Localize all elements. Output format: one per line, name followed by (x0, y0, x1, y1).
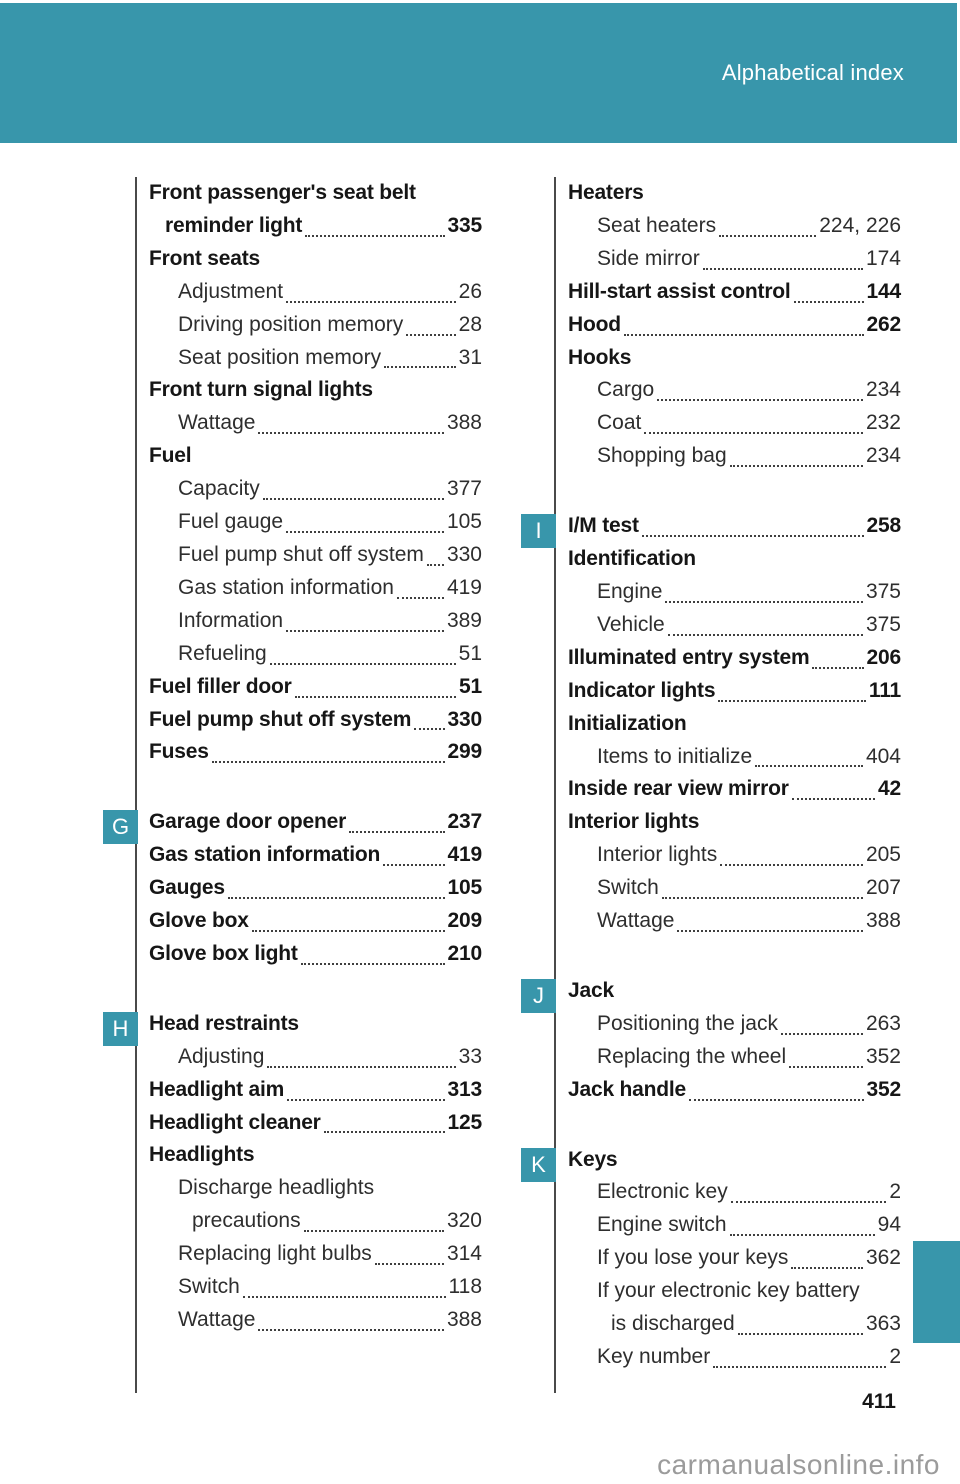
index-entry (149, 736, 482, 769)
index-entry-page: 207 (865, 876, 901, 900)
index-entry (568, 309, 901, 342)
dot-leader (791, 1267, 863, 1269)
index-entry-page: 51 (458, 641, 482, 665)
index-entry-label: is discharged (611, 1312, 735, 1336)
index-entry (568, 1008, 901, 1041)
index-entry-page: 362 (865, 1246, 901, 1270)
index-entry-label: Key number (597, 1345, 711, 1368)
dot-leader (286, 531, 444, 533)
dot-leader (267, 1066, 455, 1068)
dot-leader (689, 1099, 864, 1101)
dot-leader (642, 535, 864, 537)
index-entry-page: 404 (865, 744, 901, 768)
index-entry (568, 642, 901, 675)
index-entry-page: 419 (446, 575, 482, 599)
dot-leader (789, 1066, 863, 1068)
index-entry-page: 31 (458, 345, 482, 369)
index-entry-label: Hooks (568, 345, 632, 369)
index-entry-page: 419 (447, 843, 482, 867)
index-entry-label: Wattage (178, 1308, 256, 1331)
index-entry-label: Fuel filler door (149, 674, 292, 698)
index-entry-page: 224, 226 (819, 213, 901, 237)
index-section (149, 177, 482, 769)
index-entry (568, 872, 901, 905)
index-entry (568, 1275, 901, 1308)
index-entry-page: 299 (447, 740, 482, 764)
index-entry-page: 94 (877, 1213, 901, 1237)
index-entry-label: Illuminated entry system (568, 645, 810, 669)
index-column-right (531, 177, 901, 1393)
page-title: Alphabetical index (721, 60, 904, 85)
index-entry-page: 263 (865, 1011, 901, 1035)
dot-leader (414, 728, 444, 730)
index-entry (568, 210, 901, 243)
index-entry-label: Interior lights (597, 843, 718, 867)
index-entry (568, 1308, 901, 1341)
index-entry-label: Hood (568, 312, 621, 336)
index-entry (568, 243, 901, 276)
index-entry-page: 210 (447, 941, 482, 965)
index-entry-page: 105 (447, 876, 482, 900)
index-entry-label: Discharge headlights (178, 1176, 375, 1200)
index-entry-label: Front passenger's seat belt (149, 181, 416, 204)
index-entry-label: precautions (192, 1209, 301, 1233)
index-entry (149, 342, 482, 375)
index-entry (149, 638, 482, 671)
dot-leader (703, 268, 863, 270)
index-entry (568, 177, 901, 210)
index-entry-page: 28 (458, 312, 482, 336)
index-column-left (111, 177, 482, 1393)
index-entry (149, 806, 482, 839)
index-entry-label: Items to initialize (597, 744, 753, 768)
dot-leader (304, 1230, 444, 1232)
index-entry (149, 1172, 482, 1205)
index-entry-page: 118 (448, 1275, 482, 1299)
index-entry-label: Capacity (178, 477, 260, 501)
index-entry (568, 1074, 901, 1107)
index-entry-label: Glove box (149, 909, 249, 933)
index-entry (568, 609, 901, 642)
index-entry-page: 363 (865, 1312, 901, 1336)
index-entry (149, 276, 482, 309)
index-entry-label: Jack handle (568, 1077, 687, 1101)
index-entry-label: Headlights (149, 1143, 255, 1167)
dot-leader (406, 334, 455, 336)
index-entry-page: 375 (865, 579, 901, 603)
dot-leader (286, 630, 444, 632)
index-entry (568, 975, 901, 1008)
index-entry-label: Switch (178, 1275, 240, 1299)
page-number: 411 (862, 1390, 896, 1413)
index-entry (568, 510, 901, 543)
dot-leader (397, 597, 444, 599)
index-entry-label: Positioning the jack (597, 1011, 778, 1035)
index-entry (568, 708, 901, 741)
index-entry-label: If you lose your keys (597, 1246, 789, 1270)
dot-leader (731, 1201, 887, 1203)
index-entry (568, 1144, 901, 1177)
index-entry-page: 313 (447, 1077, 482, 1101)
index-entry-page: 26 (458, 279, 482, 303)
index-entry-label: Wattage (178, 411, 256, 435)
dot-leader (713, 1366, 886, 1368)
index-entry (149, 407, 482, 440)
dot-leader (738, 1333, 863, 1335)
index-entry-label: Side mirror (597, 246, 700, 270)
index-entry-label: Garage door opener (149, 810, 347, 834)
dot-leader (812, 667, 863, 669)
dot-leader (286, 301, 456, 303)
dot-leader (301, 963, 445, 965)
index-entry-label: Replacing light bulbs (178, 1242, 372, 1266)
index-entry-page: 232 (865, 411, 901, 435)
dot-leader (677, 930, 863, 932)
dot-leader (384, 366, 456, 368)
index-entry (149, 1107, 482, 1140)
index-entry-page: 258 (866, 514, 901, 538)
index-entry (149, 605, 482, 638)
index-entry-page: 105 (446, 510, 482, 534)
section-letter-badge: K (521, 1148, 556, 1182)
index-entry-label: Adjusting (178, 1044, 265, 1068)
index-entry-page: 111 (868, 678, 901, 702)
index-entry-label: Driving position memory (178, 312, 404, 336)
dot-leader (755, 765, 863, 767)
index-entry-label: Information (178, 608, 284, 632)
dot-leader (730, 1234, 875, 1236)
index-entry (149, 539, 482, 572)
index-entry (149, 1205, 482, 1238)
index-entry (568, 1242, 901, 1275)
index-entry-label: Fuses (149, 740, 209, 764)
index-entry (568, 806, 901, 839)
dot-leader (295, 696, 456, 698)
index-entry-page: 33 (458, 1044, 482, 1068)
index-entry-label: Seat position memory (178, 345, 382, 369)
dot-leader (657, 399, 863, 401)
index-entry-page: 388 (446, 411, 482, 435)
index-entry (568, 741, 901, 774)
index-entry (568, 407, 901, 440)
index-entry (149, 210, 482, 243)
index-entry-label: Coat (597, 411, 642, 435)
index-entry (568, 374, 901, 407)
index-entry-page: 330 (447, 707, 482, 731)
page-header-band (0, 3, 957, 143)
dot-leader (718, 700, 866, 702)
index-entry-label: Hill-start assist control (568, 279, 791, 303)
index-entry (149, 872, 482, 905)
section-letter-badge: H (103, 1012, 138, 1046)
index-entry-page: 209 (447, 909, 482, 933)
index-entry (149, 839, 482, 872)
dot-leader (228, 897, 445, 899)
index-section-i (535, 510, 901, 938)
index-entry (149, 704, 482, 737)
index-entry-page: 262 (866, 312, 901, 336)
dot-leader (644, 432, 863, 434)
index-entry (149, 374, 482, 407)
index-entry-label: Headlight cleaner (149, 1110, 321, 1134)
index-entry-label: Wattage (597, 909, 675, 933)
index-entry (149, 243, 482, 276)
index-entry-page: 174 (865, 246, 901, 270)
index-entry-label: Seat heaters (597, 213, 717, 237)
index-entry-page: 330 (446, 542, 482, 566)
dot-leader (243, 1296, 446, 1298)
dot-leader (662, 897, 863, 899)
index-entry-page: 234 (865, 378, 901, 402)
index-entry (149, 1139, 482, 1172)
index-entry-page: 2 (889, 1345, 901, 1368)
index-entry-label: If your electronic key battery (597, 1279, 860, 1303)
index-entry-page: 144 (866, 279, 901, 303)
index-entry-page: 237 (447, 810, 482, 834)
index-section (568, 177, 901, 473)
index-entry-label: Switch (597, 876, 659, 900)
index-entry (149, 1041, 482, 1074)
index-entry-label: Identification (568, 547, 696, 571)
index-entry-label: Heaters (568, 181, 644, 204)
index-entry-label: Gauges (149, 876, 225, 900)
index-section-k (531, 1144, 901, 1374)
dot-leader (263, 498, 444, 500)
index-entry (149, 506, 482, 539)
index-entry (568, 576, 901, 609)
index-entry-label: Fuel (149, 444, 192, 468)
dot-leader (252, 930, 445, 932)
index-entry (149, 473, 482, 506)
index-entry (568, 1041, 901, 1074)
chapter-edge-tab (913, 1241, 960, 1343)
section-letter-badge: G (103, 810, 138, 844)
index-entry-page: 206 (866, 645, 901, 669)
index-entry-page: 375 (865, 612, 901, 636)
index-entry-label: Glove box light (149, 941, 298, 965)
index-entry-label: Front seats (149, 246, 260, 270)
index-entry (568, 1341, 901, 1374)
index-entry (568, 342, 901, 375)
dot-leader (375, 1263, 444, 1265)
index-section-h (112, 1008, 482, 1337)
index-entry-label: Vehicle (597, 612, 665, 636)
section-letter-badge: J (521, 979, 556, 1013)
dot-leader (305, 235, 444, 237)
index-entry (568, 440, 901, 473)
index-entry-page: 335 (447, 213, 482, 237)
index-entry-label: Electronic key (597, 1180, 728, 1204)
index-entry (568, 543, 901, 576)
index-entry-label: Indicator lights (568, 678, 716, 702)
index-entry (149, 938, 482, 971)
dot-leader (383, 864, 444, 866)
index-entry-label: Fuel pump shut off system (149, 707, 412, 731)
dot-leader (427, 564, 444, 566)
index-entry (149, 572, 482, 605)
dot-leader (794, 301, 864, 303)
dot-leader (665, 601, 863, 603)
dot-leader (258, 1329, 444, 1331)
index-entry-label: Fuel pump shut off system (178, 542, 424, 566)
index-entry (568, 773, 901, 806)
index-entry-label: Adjustment (178, 279, 284, 303)
index-entry (149, 309, 482, 342)
index-entry (568, 675, 901, 708)
index-entry-label: Cargo (597, 378, 655, 402)
index-entry-page: 125 (447, 1110, 482, 1134)
index-entry-label: Replacing the wheel (597, 1044, 787, 1068)
index-entry-label: Shopping bag (597, 444, 727, 468)
index-entry (149, 1074, 482, 1107)
index-entry (149, 1008, 482, 1041)
index-entry (149, 905, 482, 938)
index-entry-page: 205 (865, 843, 901, 867)
dot-leader (287, 1099, 444, 1101)
index-entry-label: Keys (568, 1147, 618, 1171)
index-section-j (533, 975, 901, 1107)
index-entry (149, 1238, 482, 1271)
index-entry (568, 839, 901, 872)
index-entry-label: Gas station information (149, 843, 381, 867)
index-entry-label: Engine (597, 579, 663, 603)
index-entry (149, 1304, 482, 1337)
index-entry (149, 440, 482, 473)
dot-leader (212, 761, 445, 763)
index-entry-page: 2 (889, 1180, 901, 1204)
dot-leader (349, 831, 444, 833)
index-entry-page: 388 (865, 909, 901, 933)
index-entry-page: 352 (866, 1077, 901, 1101)
index-entry-label: Refueling (178, 641, 267, 665)
index-entry-page: 51 (459, 674, 482, 698)
index-entry-label: Gas station information (178, 575, 394, 599)
index-entry-label: Inside rear view mirror (568, 777, 789, 801)
index-entry-page: 388 (446, 1308, 482, 1331)
index-entry (149, 177, 482, 210)
dot-leader (270, 663, 456, 665)
dot-leader (730, 465, 863, 467)
dot-leader (781, 1033, 863, 1035)
dot-leader (719, 235, 816, 237)
index-entry-label: Initialization (568, 711, 687, 735)
index-entry-page: 314 (446, 1242, 482, 1266)
dot-leader (668, 634, 863, 636)
index-entry-page: 320 (446, 1209, 482, 1233)
dot-leader (792, 798, 875, 800)
index-entry-page: 389 (446, 608, 482, 632)
index-entry (149, 1271, 482, 1304)
index-entry (149, 671, 482, 704)
index-entry (568, 905, 901, 938)
index-entry-label: reminder light (165, 213, 303, 237)
index-entry-label: Front turn signal lights (149, 378, 373, 402)
index-entry-page: 42 (878, 777, 901, 801)
index-entry (568, 1176, 901, 1209)
dot-leader (624, 334, 864, 336)
index-entry-page: 352 (865, 1044, 901, 1068)
index-entry-label: Fuel gauge (178, 510, 284, 534)
index-entry-page: 377 (446, 477, 482, 501)
index-entry (568, 1209, 901, 1242)
index-entry (568, 276, 901, 309)
index-entry-page: 234 (865, 444, 901, 468)
watermark: carmanualsonline.info (657, 1449, 940, 1480)
index-entry-label: Interior lights (568, 810, 700, 834)
dot-leader (720, 864, 863, 866)
index-entry-label: Jack (568, 978, 614, 1002)
section-letter-badge: I (521, 514, 556, 548)
dot-leader (258, 432, 444, 434)
index-entry-label: Engine switch (597, 1213, 727, 1237)
dot-leader (324, 1131, 445, 1133)
index-entry-label: Head restraints (149, 1011, 299, 1035)
index-section-g (111, 806, 482, 971)
index-entry-label: I/M test (568, 514, 639, 538)
index-entry-label: Headlight aim (149, 1077, 285, 1101)
